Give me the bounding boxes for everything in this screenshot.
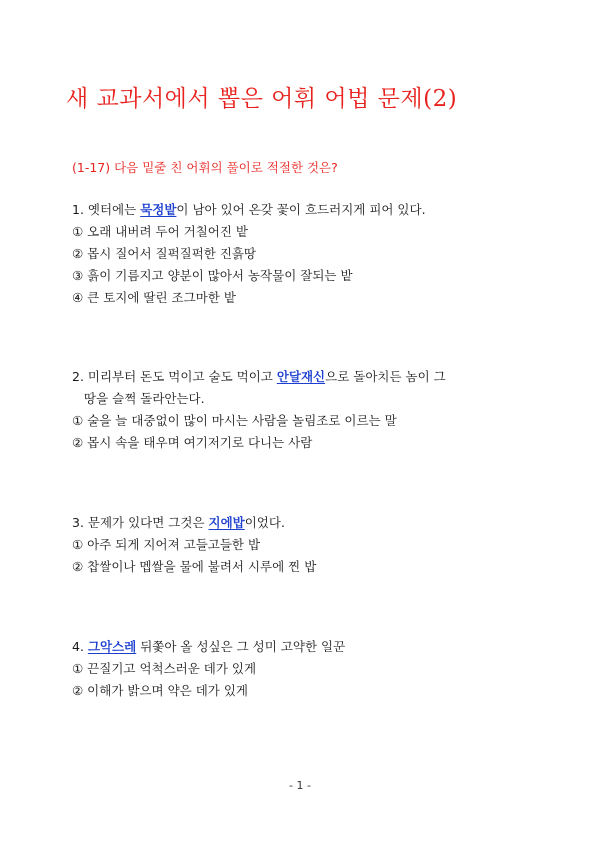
question-stem xyxy=(72,512,542,534)
question-3 xyxy=(72,512,542,578)
instruction-text: (1-17) 다음 밑줄 친 어휘의 풀이로 적절한 것은? xyxy=(72,160,338,175)
answer-option-3: ③ 흙이 기름지고 양분이 많아서 농작물이 잘되는 밭 xyxy=(72,268,353,283)
question-stem xyxy=(72,199,542,221)
underlined-keyword: 묵정밭 xyxy=(140,202,177,217)
answer-option-2: ② 찹쌀이나 멥쌀을 물에 불려서 시루에 찐 밥 xyxy=(72,559,317,574)
stem-text-before: 4. xyxy=(72,639,88,654)
page-title: 새 교과서에서 뽑은 어휘 어법 문제(2) xyxy=(66,86,458,112)
stem-text-before: 2. 미리부터 돈도 먹이고 술도 먹이고 xyxy=(72,369,277,384)
underlined-keyword: 지에밥 xyxy=(208,515,245,530)
answer-option-4: ④ 큰 토지에 딸린 조그마한 밭 xyxy=(72,290,236,305)
answer-option-1: ① 술을 늘 대중없이 많이 마시는 사람을 놀림조로 이르는 말 xyxy=(72,413,397,428)
answer-option-1: ① 끈질기고 억척스러운 데가 있게 xyxy=(72,661,257,676)
question-stem xyxy=(72,366,542,388)
stem-text-after: 으로 돌아치든 놈이 그 xyxy=(325,369,446,384)
stem-text-after: 이 남아 있어 온갖 꽃이 흐드러지게 피어 있다. xyxy=(176,202,426,217)
underlined-keyword: 그악스레 xyxy=(87,639,137,654)
answer-option-2: ② 몹시 속을 태우며 여기저기로 다니는 사람 xyxy=(72,435,313,450)
stem-text-after: 뒤쫓아 올 성싶은 그 성미 고약한 일꾼 xyxy=(136,639,346,654)
answer-option-2: ② 이해가 밝으며 약은 데가 있게 xyxy=(72,683,248,698)
answer-option-2: ② 몹시 질어서 질퍽질퍽한 진흙땅 xyxy=(72,246,257,261)
question-stem xyxy=(72,636,542,658)
question-4 xyxy=(72,636,542,702)
question-stem-continued: 땅을 슬쩍 돌라안는다. xyxy=(84,391,205,406)
answer-option-1: ① 아주 되게 지어져 고들고들한 밥 xyxy=(72,537,261,552)
underlined-keyword: 안달재신 xyxy=(276,369,326,384)
page-number: - 1 - xyxy=(289,779,311,792)
stem-text-before: 3. 문제가 있다면 그것은 xyxy=(72,515,209,530)
question-2 xyxy=(72,366,542,454)
stem-text-after: 이었다. xyxy=(244,515,285,530)
answer-option-1: ① 오래 내버려 두어 거칠어진 밭 xyxy=(72,224,248,239)
question-1 xyxy=(72,199,542,309)
stem-text-before: 1. 옛터에는 xyxy=(72,202,141,217)
